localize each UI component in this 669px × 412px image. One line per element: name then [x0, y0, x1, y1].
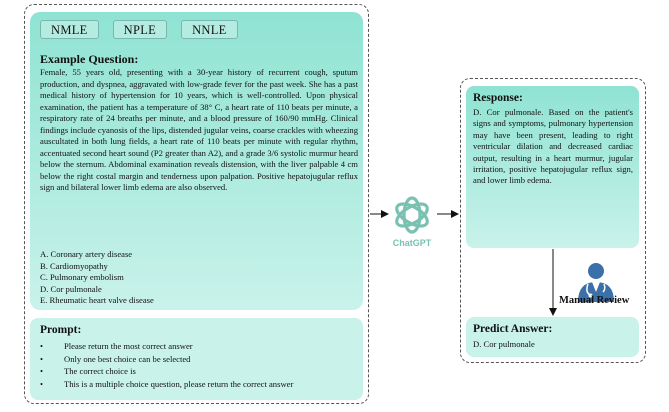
response-card — [466, 86, 639, 248]
response-body: D. Cor pulmonale. Based on the patient's signs and symptoms, pulmonary hypertension may have been present, leading to right ventricular dilation and decreased cardiac output, resulting in a heart murmur, jugular irritation, positive hepatojugular reflux sign, and lower limb edema. — [473, 107, 633, 186]
response-title: Response: — [473, 92, 523, 104]
question-body: Female, 55 years old, presenting with a 30-year history of recurrent cough, sputum production, and dyspnea, aggravated with low-grade fever for the past week. She has a past medical history of hypertension for 10 years, which is well-controlled. Upon physical examination, the patient has a temperature of 38° C, a heart rate of 110 beats per minute, a respiratory rate of 24 breaths per minute, and a blood pressure of 160/90 mmHg. Clinical findings include cyanosis of the lips, distended jugular veins, coarse crackles with wheezing auscultated in both lung fields, a heart rate of 110 beats per minute with regular rhythm, accentuated second heart sound (P2 greater than A2), and a grade 3/6 systolic murmur heard below the sternum. Abdominal examination reveals distension, with the liver palpable 4 cm below the right costal margin and tenderness upon palpation. Positive hepatojugular reflux sign and bilateral lower limb edema are also observed. — [40, 67, 358, 193]
option-item: A. Coronary artery disease — [40, 249, 133, 259]
prompt-item: • The correct choice is — [40, 365, 358, 378]
prompt-item: • Please return the most correct answer — [40, 340, 358, 353]
chatgpt-logo-icon — [390, 193, 434, 237]
question-title: Example Question: — [40, 52, 139, 66]
prompt-item: • Only one best choice can be selected — [40, 353, 358, 366]
prompt-item: • This is a multiple choice question, please return the correct answer — [40, 378, 358, 391]
option-item: B. Cardiomyopathy — [40, 260, 108, 271]
predict-value: D. Cor pulmonale — [473, 339, 535, 349]
predict-title: Predict Answer: — [473, 323, 553, 335]
option-item: D. Cor pulmonale — [40, 283, 102, 294]
exam-tag: NMLE — [40, 20, 99, 39]
exam-tag: NPLE — [113, 20, 167, 39]
prompt-title: Prompt: — [40, 324, 82, 336]
predict-card — [466, 317, 639, 357]
exam-tag: NNLE — [181, 20, 238, 39]
manual-review-label: Manual Review — [559, 295, 630, 306]
option-item: E. Rheumatic heart valve disease — [40, 295, 154, 306]
model-label: ChatGPT — [392, 238, 432, 248]
option-item: C. Pulmonary embolism — [40, 272, 124, 283]
